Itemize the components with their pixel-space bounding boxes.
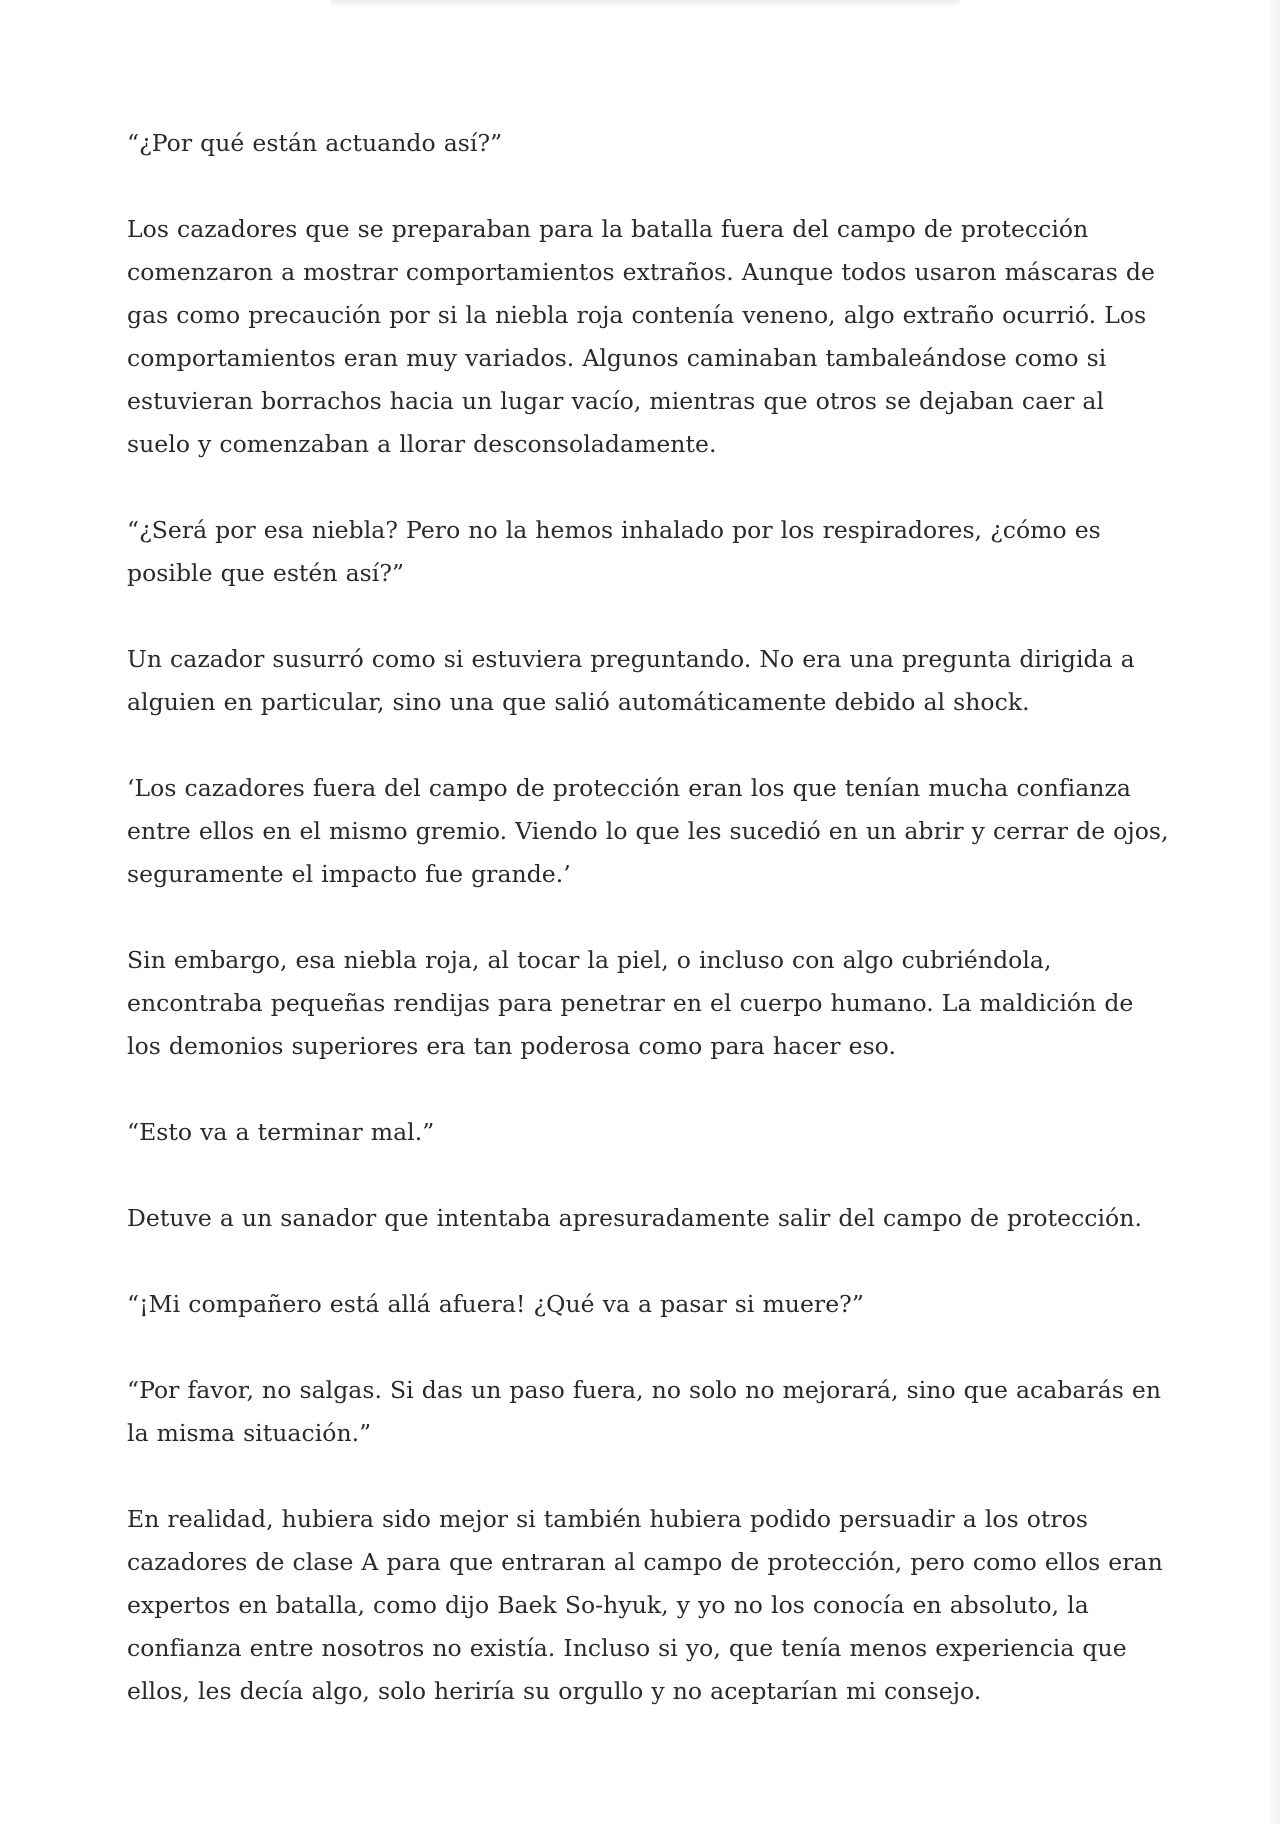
right-page-edge [1268,0,1280,1824]
paragraph-1: “¿Por qué están actuando así?” [127,129,503,157]
paragraph-11: En realidad, hubiera sido mejor si también hubiera podido persuadir a los otros cazadores de clase A para que entraran al campo de protección, pero como ellos eran expertos en batalla, como dijo Baek So-hyuk, y yo no los conocía en absoluto, la confianza entre nosotros no existía. Incluso si yo, que tenía menos experiencia que ellos, les decía algo, solo heriría su orgullo y no aceptarían mi consejo. [127,1505,1163,1705]
paragraph-6: Sin embargo, esa niebla roja, al tocar la piel, o incluso con algo cubriéndola, encontraba pequeñas rendijas para penetrar en el cuerpo humano. La maldición de los demonios superiores era tan poderosa como para hacer eso. [127,946,1134,1060]
paragraph-5: ‘Los cazadores fuera del campo de protección eran los que tenían mucha confianza entre ellos en el mismo gremio. Viendo lo que les sucedió en un abrir y cerrar de ojos, seguramente el impacto fue grande.’ [127,774,1169,888]
reading-content [127,122,1172,1713]
paragraph-3: “¿Será por esa niebla? Pero no la hemos inhalado por los respiradores, ¿cómo es posible que estén así?” [127,516,1101,587]
paragraph-7: “Esto va a terminar mal.” [127,1118,435,1146]
paragraph-9: “¡Mi compañero está allá afuera! ¿Qué va a pasar si muere?” [127,1290,864,1318]
paragraph-4: Un cazador susurró como si estuviera preguntando. No era una pregunta dirigida a alguien en particular, sino una que salió automáticamente debido al shock. [127,645,1135,716]
top-scroll-shadow [330,0,960,8]
paragraph-8: Detuve a un sanador que intentaba apresuradamente salir del campo de protección. [127,1204,1142,1232]
paragraph-10: “Por favor, no salgas. Si das un paso fuera, no solo no mejorará, sino que acabarás en la misma situación.” [127,1376,1162,1447]
paragraph-2: Los cazadores que se preparaban para la batalla fuera del campo de protección comenzaron a mostrar comportamientos extraños. Aunque todos usaron máscaras de gas como precaución por si la niebla roja contenía veneno, algo extraño ocurrió. Los comportamientos eran muy variados. Algunos caminaban tambaleándose como si estuvieran borrachos hacia un lugar vacío, mientras que otros se dejaban caer al suelo y comenzaban a llorar desconsoladamente. [127,215,1155,458]
